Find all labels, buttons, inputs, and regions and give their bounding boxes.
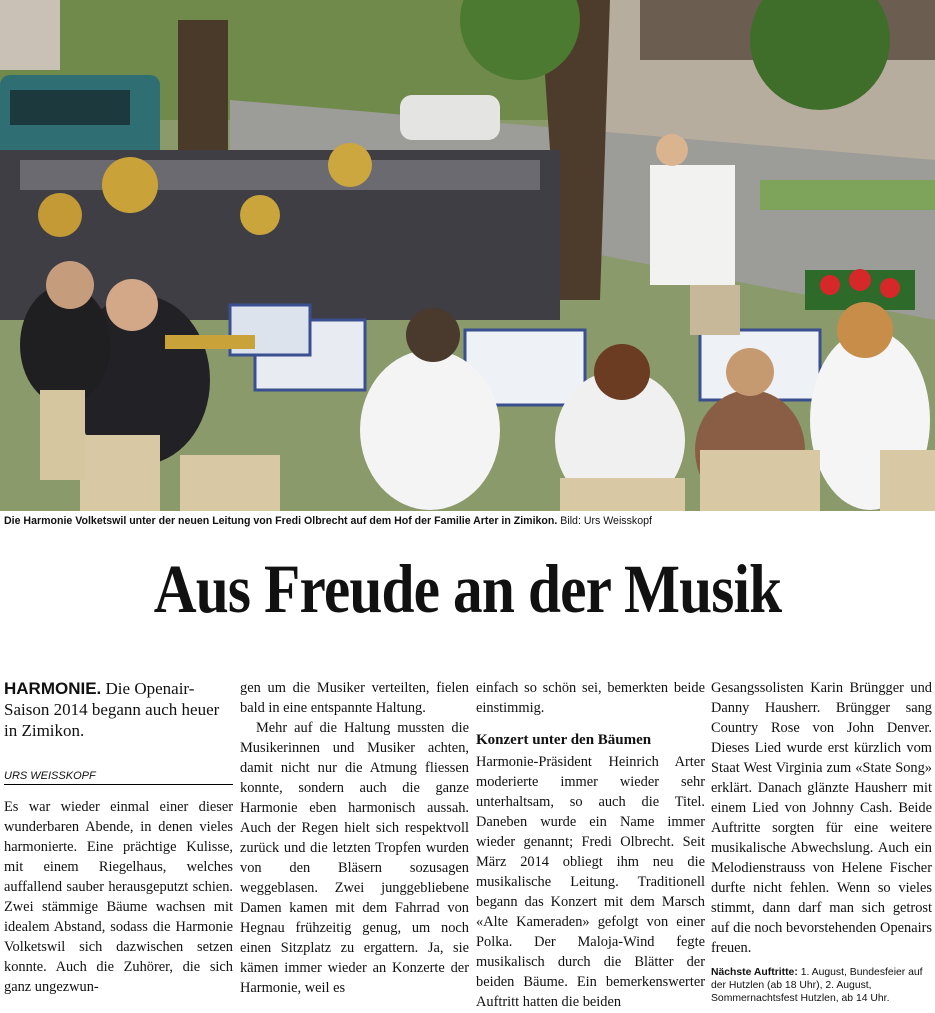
- paragraph: Gesangssolisten Karin Brüngger und Danny Hausherr. Brüngger sang Country Rose von John Denver. Dieses Lied wurde erst kürzlich vom Staat West Virginia zum «State Song» erklärt. Danach glänzte Hausherr mit einem Lied von Johnny Cash. Beide Auftritte sorgten für eine weitere musikalische Abwechslung. Auch ein Melodienstrauss von Helene Fischer durfte nicht fehlen. Wenn so vieles stimmt, dann darf man sich getrost auf die noch bevorstehenden Openairs freuen.: [711, 680, 932, 956]
- article-column-4: [711, 678, 932, 1005]
- byline-rule: [4, 784, 233, 785]
- photo-credit: Bild: Urs Weisskopf: [560, 515, 652, 527]
- article-subhead: Konzert unter den Bäumen: [476, 732, 652, 748]
- paragraph: Mehr auf die Haltung mussten die Musikerinnen und Musiker achten, damit nicht nur die Atmung fliessen konnte, sondern auch die ganze Harmonie eben harmonisch aussah. Auch der Regen hielt sich respektvoll zurück und die letzten Tropfen wurden von den Bläsern sozusagen weggeblasen. Zwei junggebliebene Damen kamen mit dem Fahrrad von Hegnau frühzeitig genug, um noch einen Sitzplatz zu ergattern. Ja, sie kämen immer wieder an Konzerte der Harmonie, weil es: [240, 720, 469, 996]
- article-byline: URS WEISSKOPF: [4, 770, 104, 785]
- lead-text: Die Openair-Saison 2014 begann auch heuer in Zimikon.: [4, 679, 220, 740]
- lead-kicker: HARMONIE.: [4, 679, 102, 698]
- paragraph: Harmonie-Präsident Heinrich Arter moderierte immer wieder sehr unterhaltsam, so auch die Titel. Daneben wurde ein Name immer wieder genannt; Fredi Olbrecht. Seit März 2014 obliegt ihm neu die musikalische Leitung. Traditionell begann das Konzert mit dem Marsch «Alte Kameraden» gefolgt von einer Polka. Der Maloja-Wind fegte musikalisch durch die Blätter der beiden Bäume. Ein bemerkenswerter Auftritt hatten die beiden: [476, 754, 705, 1010]
- paragraph: gen um die Musiker verteilten, fielen bald in eine entspannte Haltung.: [240, 680, 469, 716]
- paragraph: Es war wieder einmal einer dieser wunderbaren Abende, in denen vieles harmonierte. Eine prächtige Kulisse, mit einem Riegelhaus, welches auffallend sauber herausgeputzt schien. Zwei stämmige Bäume wachsen mit idealem Abstand, sodass die Harmonie Volketswil sich dazwischen setzen konnte. Auch die Zuhörer, die sich ganz ungezwun-: [4, 799, 233, 995]
- article-column-3: [476, 678, 705, 1012]
- photo-caption: [4, 515, 934, 527]
- paragraph: einfach so schön sei, bemerkten beide einstimmig.: [476, 680, 705, 716]
- next-performances-text: 1. August, Bundesfeier auf der Hutzlen (ab 18 Uhr), 2. August, Sommernachtsfest Hutzlen, ab 14 Uhr.: [711, 967, 923, 1004]
- article-column-1: [4, 678, 233, 997]
- next-performances: [711, 966, 932, 1005]
- article-column-2: [240, 678, 469, 998]
- next-performances-label: Nächste Auftritte:: [711, 967, 798, 978]
- article-headline: Aus Freude an der Musik: [153, 551, 782, 627]
- article-lead: [4, 678, 233, 741]
- caption-text: Die Harmonie Volketswil unter der neuen Leitung von Fredi Olbrecht auf dem Hof der Familie Arter in Zimikon.: [4, 515, 558, 527]
